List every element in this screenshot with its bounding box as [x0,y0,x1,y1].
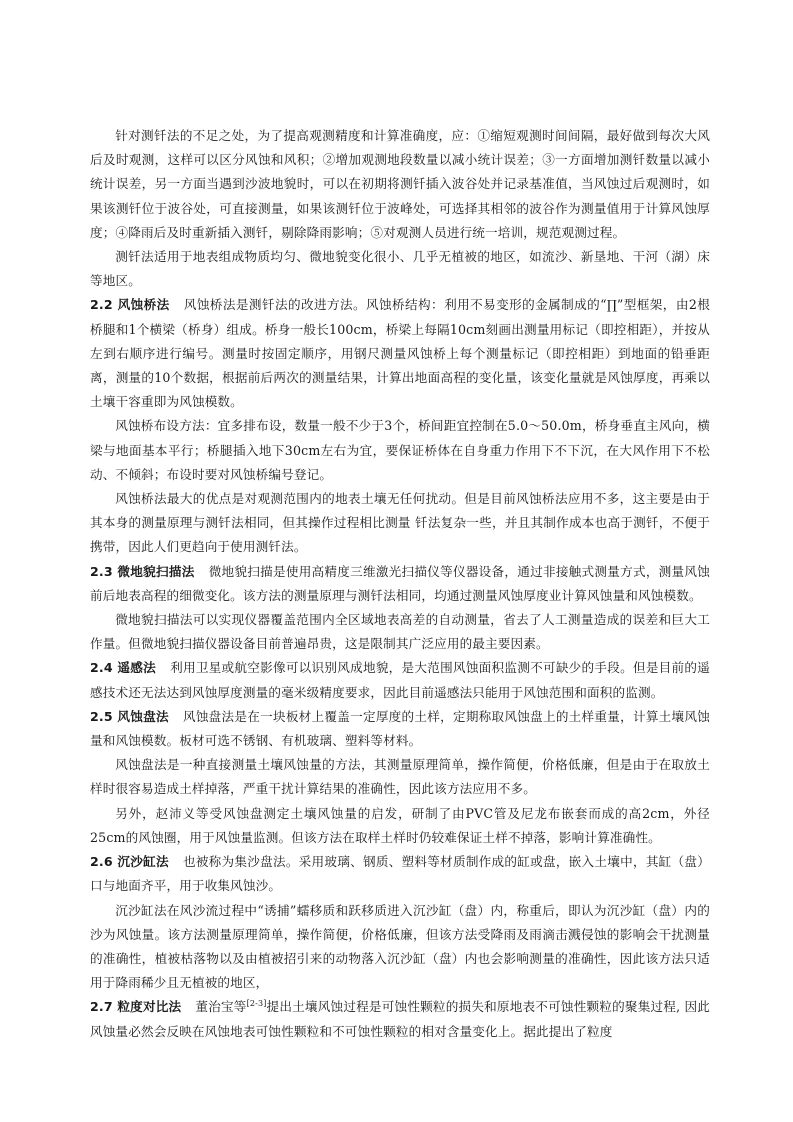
section-heading: 2.6 沉沙缸法 [90,854,169,870]
document-body [90,124,710,1044]
section-2-6 [90,850,710,898]
paragraph: 微地貌扫描法可以实现仪器覆盖范围内全区域地表高差的自动测量，省去了人工测量造成的误差和巨大工作量。但微地貌扫描仪器设备目前普遍昂贵，这是限制其广泛应用的最主要因素。 [90,612,710,652]
paragraph: 针对测钎法的不足之处，为了提高观测精度和计算准确度，应：①缩短观测时间间隔，最好做到每次大风后及时观测，这样可以区分风蚀和风积；②增加观测地段数量以减小统计误差；③一方面增加测钎数量以减小统计误差，另一方面当遇到沙波地貌时，可以在初期将测钎插入波谷处并记录基准值，当风蚀过后观测时，如果该测钎位于波谷处，可直接测量，如果该测钎位于波峰处，可选择其相邻的波谷作为测量值用于计算风蚀厚度；④降雨后及时重新插入测钎，剔除降雨影响；⑤对观测人员进行统一培训，规范观测过程。 [90,128,710,240]
section-2-5 [90,705,710,753]
section-heading: 2.2 风蚀桥法 [90,297,170,313]
section-text: 利用卫星或航空影像可以识别风成地貌，是大范围风蚀面积监测不可缺少的手段。但是目前的遥感技术还无法达到风蚀厚度测量的毫米级精度要求，因此目前遥感法只能用于风蚀范围和面积的监测。 [90,660,710,700]
paragraph: 沉沙缸法在风沙流过程中“诱捕”蠕移质和跃移质进入沉沙缸（盘）内，称重后，即认为沉沙缸（盘）内的沙为风蚀量。该方法测量原理简单，操作简便，价格低廉，但该方法受降雨及雨滴击溅侵蚀的影响会干扰测量的准确性，植被枯落物以及由植被招引来的动物落入沉沙缸（盘）内也会影响测量的准确性，因此该方法只适用于降雨稀少且无植被的地区， [90,902,710,991]
paragraph: 风蚀桥法最大的优点是对观测范围内的地表土壤无任何扰动。但是目前风蚀桥法应用不多，这主要是由于其本身的测量原理与测钎法相同，但其操作过程相比测量 钎法复杂一些，并且其制作成本也高于测钎，不便于携带，因此人们更趋向于使用测钎法。 [90,491,710,555]
section-heading: 2.3 微地貌扫描法 [90,563,195,579]
section-2-3 [90,560,710,608]
section-2-7 [90,995,710,1043]
section-2-2 [90,293,710,414]
section-2-4 [90,656,710,704]
paragraph: 风蚀桥布设方法：宜多排布设，数量一般不少于3个，桥间距宜控制在5.0～50.0m，桥身垂直主风向，横梁与地面基本平行；桥腿插入地下30cm左右为宜，要保证桥体在自身重力作用下不下沉，在大风作用下不松动、不倾斜；布设时要对风蚀桥编号登记。 [90,418,710,482]
section-text: 也被称为集沙盘法。采用玻璃、钢质、塑料等材质制作成的缸或盘，嵌入土壤中，其缸（盘）口与地面齐平，用于收集风蚀沙。 [90,854,710,894]
section-text: 风蚀桥法是测钎法的改进方法。风蚀桥结构：利用不易变形的金属制成的“∏”型框架，由2根桥腿和1个横梁（桥身）组成。桥身一般长100cm，桥梁上每隔10cm刻画出测量用标记（即控相距），并按从左到右顺序进行编号。测量时按固定顺序，用钢尺测量风蚀桥上每个测量标记（即控相距）到地面的铅垂距离，测量的10个数据，根据前后两次的测量结果，计算出地面高程的变化量，该变化量就是风蚀厚度，再乘以土壤干容重即为风蚀模数。 [90,297,710,410]
section-text: 董治宝等[2-3]提出土壤风蚀过程是可蚀性颗粒的损失和原地表不可蚀性颗粒的聚集过程, 因此风蚀量必然会反映在风蚀地表可蚀性颗粒和不可蚀性颗粒的相对含量变化上。据此提出了粒度 [90,999,710,1039]
section-heading: 2.7 粒度对比法 [90,999,182,1015]
paragraph: 测钎法适用于地表组成物质均匀、微地貌变化很小、几乎无植被的地区，如流沙、新垦地、干河（湖）床等地区。 [90,249,710,289]
section-heading: 2.4 遥感法 [90,660,156,676]
paragraph: 风蚀盘法是一种直接测量土壤风蚀量的方法，其测量原理简单，操作简便，价格低廉，但是由于在取放土样时很容易造成土样掉落，严重干扰计算结果的准确性，因此该方法应用不多。 [90,757,710,797]
section-text: 微地貌扫描是使用高精度三维激光扫描仪等仪器设备，通过非接触式测量方式，测量风蚀前后地表高程的细微变化。该方法的测量原理与测钎法相同，均通过测量风蚀厚度业计算风蚀量和风蚀模数。 [90,563,710,603]
paragraph: 另外，赵沛义等受风蚀盘测定土壤风蚀量的启发，研制了由PVC管及尼龙布嵌套而成的高2cm，外径25cm的风蚀圈，用于风蚀量监测。但该方法在取样土样时仍较难保证土样不掉落，影响计算准确性。 [90,805,710,845]
citation: [2-3] [246,999,267,1009]
section-heading: 2.5 风蚀盘法 [90,708,169,724]
section-text: 风蚀盘法是在一块板材上覆盖一定厚度的土样，定期称取风蚀盘上的土样重量，计算土壤风蚀量和风蚀模数。板材可选不锈钢、有机玻璃、塑料等材料。 [90,708,710,749]
